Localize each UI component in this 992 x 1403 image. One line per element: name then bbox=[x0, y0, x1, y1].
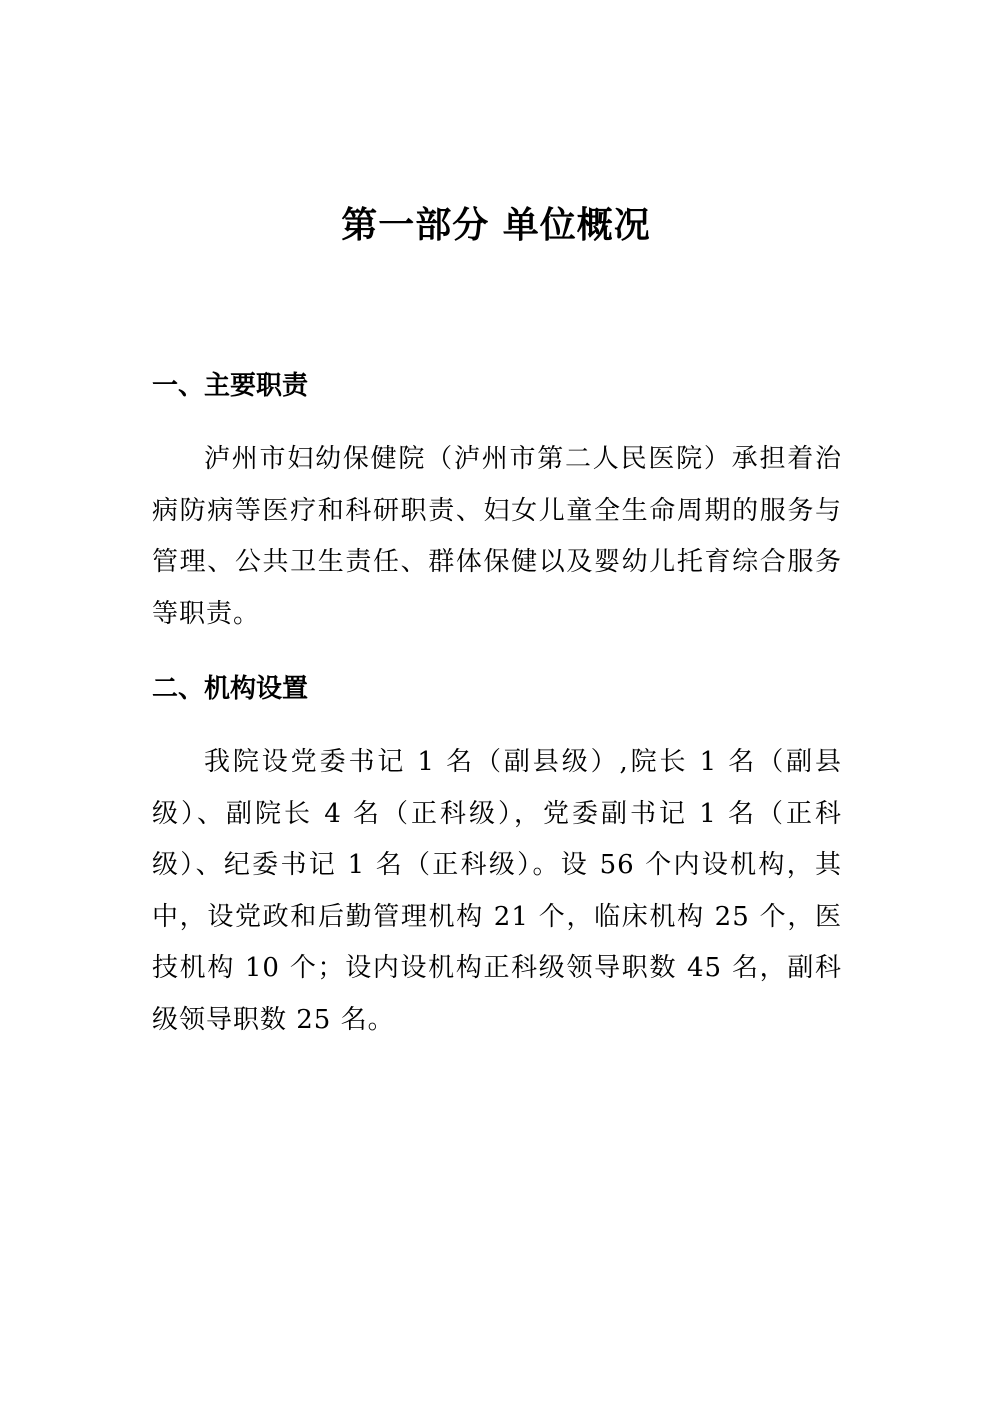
page-title: 第一部分 单位概况 bbox=[341, 204, 651, 246]
section-paragraph-organization: 我院设党委书记 1 名（副县级）,院长 1 名（副县级）、副院长 4 名（正科级），党委副书记 1 名（正科级）、纪委书记 1 名（正科级）。设 56 个内设机构，其中，设党政和后勤管理机构 21 个，临床机构 25 个，医技机构 10 个；设内设机构正科级领导职数 45 名，副科级领导职数 25 名。 bbox=[152, 747, 842, 1035]
section-heading-main-duties: 一、主要职责 bbox=[152, 371, 309, 401]
section-paragraph-main-duties: 泸州市妇幼保健院（泸州市第二人民医院）承担着治病防病等医疗和科研职责、妇女儿童全生命周期的服务与管理、公共卫生责任、群体保健以及婴幼儿托育综合服务等职责。 bbox=[152, 444, 842, 629]
section-heading-organization: 二、机构设置 bbox=[152, 674, 309, 704]
